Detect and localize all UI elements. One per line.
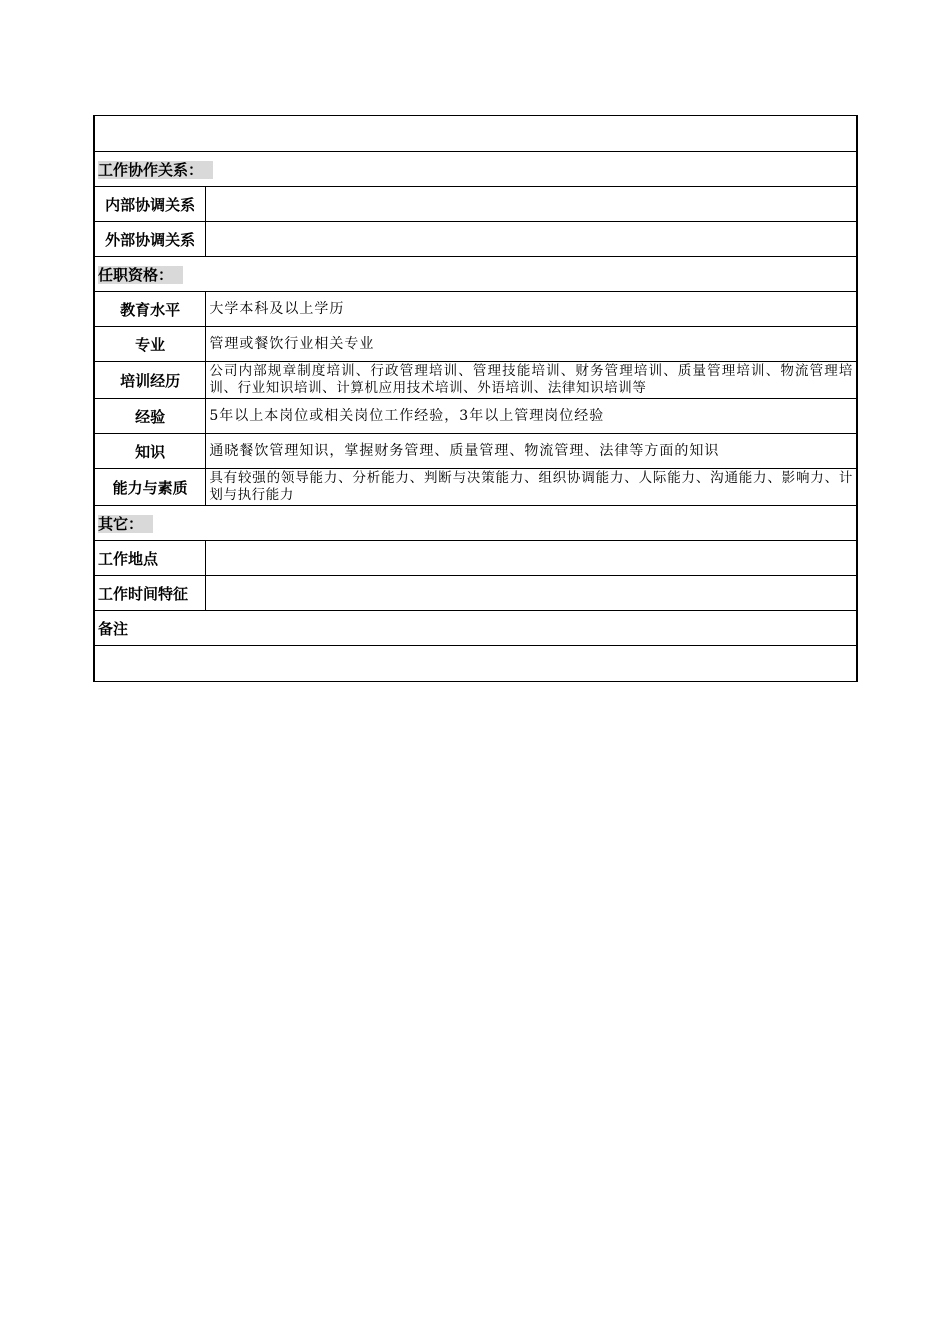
label-major: 专业 — [94, 327, 206, 362]
value-abilities: 具有较强的领导能力、分析能力、判断与决策能力、组织协调能力、人际能力、沟通能力、影响力、计划与执行能力 — [206, 469, 857, 506]
value-knowledge: 通晓餐饮管理知识，掌握财务管理、质量管理、物流管理、法律等方面的知识 — [206, 434, 857, 469]
row-internal-coordination — [94, 187, 857, 222]
section-header-qualifications — [94, 257, 857, 292]
row-knowledge — [94, 434, 857, 469]
value-experience: 5年以上本岗位或相关岗位工作经验，3年以上管理岗位经验 — [206, 399, 857, 434]
row-work-location — [94, 541, 857, 576]
label-work-location: 工作地点 — [94, 541, 206, 576]
label-knowledge: 知识 — [94, 434, 206, 469]
section-title-notes: 备注 — [98, 619, 129, 638]
top-blank-row — [94, 116, 857, 152]
row-training — [94, 362, 857, 399]
value-education: 大学本科及以上学历 — [206, 292, 857, 327]
section-title-other: 其它： — [98, 515, 153, 533]
label-experience: 经验 — [94, 399, 206, 434]
value-training: 公司内部规章制度培训、行政管理培训、管理技能培训、财务管理培训、质量管理培训、物流管理培训、行业知识培训、计算机应用技术培训、外语培训、法律知识培训等 — [206, 362, 857, 399]
section-header-collab — [94, 152, 857, 187]
row-external-coordination — [94, 222, 857, 257]
label-external-coordination: 外部协调关系 — [94, 222, 206, 257]
section-header-other — [94, 506, 857, 541]
label-internal-coordination: 内部协调关系 — [94, 187, 206, 222]
row-education — [94, 292, 857, 327]
value-notes — [94, 646, 857, 682]
label-abilities: 能力与素质 — [94, 469, 206, 506]
row-major — [94, 327, 857, 362]
label-education: 教育水平 — [94, 292, 206, 327]
section-title-qualifications: 任职资格： — [98, 266, 183, 284]
row-abilities — [94, 469, 857, 506]
value-internal-coordination — [206, 187, 857, 222]
section-title-collab: 工作协作关系： — [98, 161, 213, 179]
value-external-coordination — [206, 222, 857, 257]
label-work-time: 工作时间特征 — [94, 576, 206, 611]
value-work-location — [206, 541, 857, 576]
top-blank-cell — [94, 116, 857, 152]
value-major: 管理或餐饮行业相关专业 — [206, 327, 857, 362]
row-experience — [94, 399, 857, 434]
value-work-time — [206, 576, 857, 611]
section-header-notes — [94, 611, 857, 646]
job-description-table — [93, 115, 858, 682]
row-notes-content — [94, 646, 857, 682]
row-work-time — [94, 576, 857, 611]
label-training: 培训经历 — [94, 362, 206, 399]
